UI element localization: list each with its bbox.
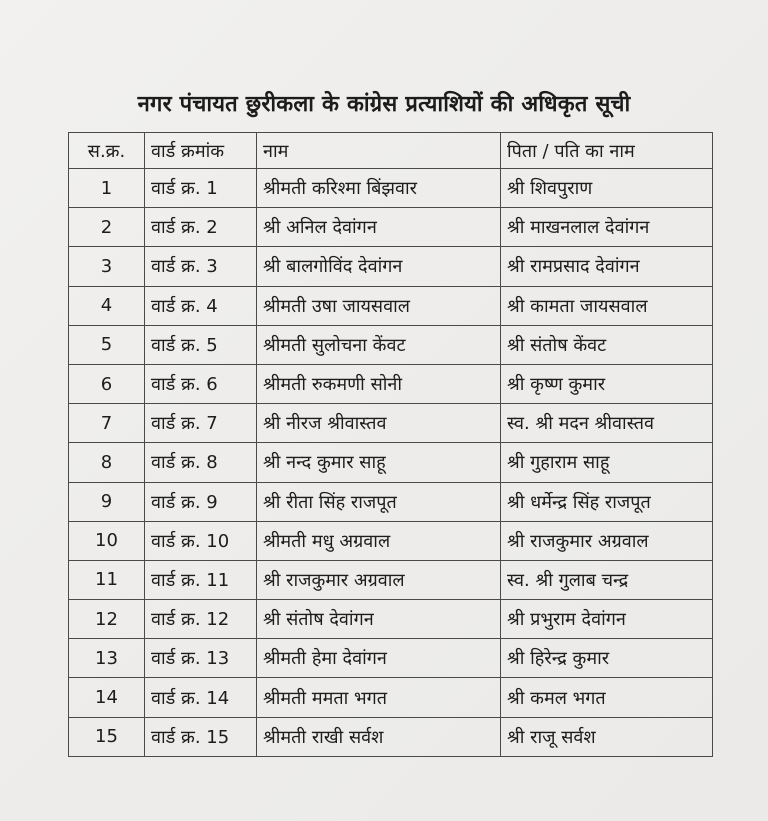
cell-name: श्री अनिल देवांगन	[257, 208, 501, 247]
cell-ward: वार्ड क्र. 5	[145, 325, 257, 364]
cell-name: श्रीमती करिश्मा बिंझवार	[257, 169, 501, 208]
cell-father-name: श्री शिवपुराण	[501, 169, 713, 208]
cell-serial: 3	[69, 247, 145, 286]
table-row	[69, 325, 713, 364]
cell-serial: 4	[69, 286, 145, 325]
cell-name: श्री रीता सिंह राजपूत	[257, 482, 501, 521]
cell-ward: वार्ड क्र. 3	[145, 247, 257, 286]
cell-name: श्रीमती सुलोचना केंवट	[257, 325, 501, 364]
header-father: पिता / पति का नाम	[501, 133, 713, 169]
cell-name: श्रीमती राखी सर्वश	[257, 717, 501, 756]
cell-serial: 6	[69, 364, 145, 403]
cell-serial: 12	[69, 600, 145, 639]
cell-father-name: स्व. श्री मदन श्रीवास्तव	[501, 404, 713, 443]
cell-father-name: श्री राजकुमार अग्रवाल	[501, 521, 713, 560]
document-title: नगर पंचायत छुरीकला के कांग्रेस प्रत्याशियों की अधिकृत सूची	[137, 92, 631, 117]
cell-father-name: श्री राजू सर्वश	[501, 717, 713, 756]
cell-serial: 11	[69, 560, 145, 599]
table-row	[69, 560, 713, 599]
table-row	[69, 169, 713, 208]
cell-father-name: श्री संतोष केंवट	[501, 325, 713, 364]
cell-ward: वार्ड क्र. 9	[145, 482, 257, 521]
cell-name: श्रीमती मधु अग्रवाल	[257, 521, 501, 560]
table-row	[69, 717, 713, 756]
cell-name: श्री नीरज श्रीवास्तव	[257, 404, 501, 443]
table-row	[69, 639, 713, 678]
cell-father-name: श्री माखनलाल देवांगन	[501, 208, 713, 247]
cell-serial: 7	[69, 404, 145, 443]
cell-father-name: स्व. श्री गुलाब चन्द्र	[501, 560, 713, 599]
cell-ward: वार्ड क्र. 14	[145, 678, 257, 717]
table-header-row	[69, 133, 713, 169]
table-row	[69, 364, 713, 403]
cell-father-name: श्री कामता जायसवाल	[501, 286, 713, 325]
cell-name: श्रीमती रुकमणी सोनी	[257, 364, 501, 403]
cell-ward: वार्ड क्र. 7	[145, 404, 257, 443]
cell-serial: 13	[69, 639, 145, 678]
cell-father-name: श्री प्रभुराम देवांगन	[501, 600, 713, 639]
header-ward: वार्ड क्रमांक	[145, 133, 257, 169]
cell-name: श्री नन्द कुमार साहू	[257, 443, 501, 482]
cell-ward: वार्ड क्र. 10	[145, 521, 257, 560]
cell-ward: वार्ड क्र. 6	[145, 364, 257, 403]
table-row	[69, 482, 713, 521]
cell-serial: 15	[69, 717, 145, 756]
cell-ward: वार्ड क्र. 8	[145, 443, 257, 482]
cell-serial: 8	[69, 443, 145, 482]
table-row	[69, 678, 713, 717]
table-row	[69, 404, 713, 443]
table-row	[69, 247, 713, 286]
table-row	[69, 600, 713, 639]
cell-father-name: श्री धर्मेन्द्र सिंह राजपूत	[501, 482, 713, 521]
table-row	[69, 208, 713, 247]
cell-father-name: श्री गुहाराम साहू	[501, 443, 713, 482]
header-serial: स.क्र.	[69, 133, 145, 169]
cell-serial: 5	[69, 325, 145, 364]
cell-father-name: श्री हिरेन्द्र कुमार	[501, 639, 713, 678]
cell-father-name: श्री कमल भगत	[501, 678, 713, 717]
cell-serial: 14	[69, 678, 145, 717]
table-row	[69, 443, 713, 482]
cell-serial: 9	[69, 482, 145, 521]
cell-father-name: श्री रामप्रसाद देवांगन	[501, 247, 713, 286]
cell-ward: वार्ड क्र. 4	[145, 286, 257, 325]
table-row	[69, 286, 713, 325]
cell-ward: वार्ड क्र. 1	[145, 169, 257, 208]
cell-name: श्रीमती उषा जायसवाल	[257, 286, 501, 325]
cell-ward: वार्ड क्र. 11	[145, 560, 257, 599]
header-name: नाम	[257, 133, 501, 169]
cell-father-name: श्री कृष्ण कुमार	[501, 364, 713, 403]
cell-name: श्रीमती ममता भगत	[257, 678, 501, 717]
cell-name: श्री बालगोविंद देवांगन	[257, 247, 501, 286]
candidate-table	[68, 132, 713, 757]
cell-name: श्री राजकुमार अग्रवाल	[257, 560, 501, 599]
cell-name: श्री संतोष देवांगन	[257, 600, 501, 639]
cell-name: श्रीमती हेमा देवांगन	[257, 639, 501, 678]
table-row	[69, 521, 713, 560]
cell-ward: वार्ड क्र. 13	[145, 639, 257, 678]
cell-serial: 2	[69, 208, 145, 247]
cell-serial: 1	[69, 169, 145, 208]
cell-ward: वार्ड क्र. 15	[145, 717, 257, 756]
cell-ward: वार्ड क्र. 2	[145, 208, 257, 247]
cell-serial: 10	[69, 521, 145, 560]
cell-ward: वार्ड क्र. 12	[145, 600, 257, 639]
